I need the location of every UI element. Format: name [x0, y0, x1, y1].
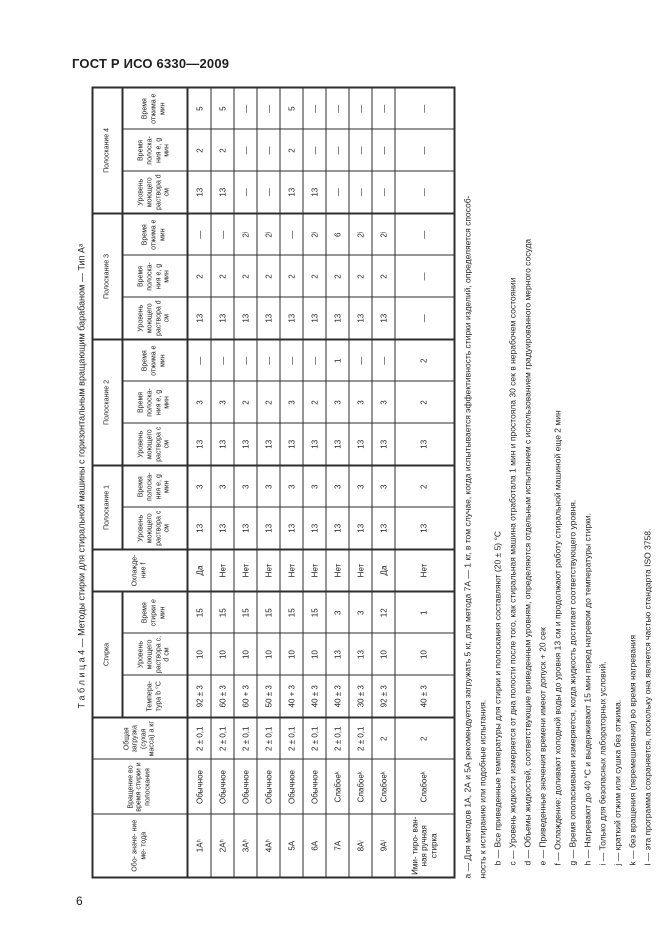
data-cell: — — [257, 171, 280, 213]
data-cell: 13 — [326, 297, 349, 339]
data-cell: 13 — [211, 507, 234, 549]
data-cell: 2 ± 0,1 — [187, 717, 211, 759]
data-cell: — — [257, 129, 280, 171]
table-row — [280, 87, 303, 877]
data-cell: 3 — [372, 465, 395, 507]
data-cell: Слабоеᵏ — [372, 759, 395, 814]
footnote-line: f — Охлаждение: доливают холодной воды до уровня 13 см и продолжают работу стиральной машиной еще 2 мин — [552, 409, 562, 865]
data-cell: Нет — [234, 549, 257, 591]
data-cell: 2 ± 0,1 — [234, 717, 257, 759]
data-cell: Обычное — [234, 759, 257, 814]
data-cell: — — [234, 339, 257, 381]
data-cell: 13 — [372, 423, 395, 465]
data-cell: 13 — [280, 171, 303, 213]
data-cell: 13 — [257, 297, 280, 339]
data-cell: 13 — [303, 423, 326, 465]
table-row — [349, 87, 372, 877]
data-cell: 2 — [395, 339, 455, 381]
data-cell: — — [211, 339, 234, 381]
data-cell: 13 — [211, 423, 234, 465]
data-cell: — — [395, 297, 455, 339]
method-designation: 9Аˡ — [372, 814, 395, 877]
data-cell: — — [280, 213, 303, 255]
data-cell: Нет — [211, 549, 234, 591]
method-designation: 6А — [303, 814, 326, 877]
data-cell: 2ʲ — [234, 213, 257, 255]
data-cell: 3 — [257, 465, 280, 507]
footnote-line: ность к истиранию или подобные испытания. — [477, 699, 487, 878]
data-cell: 6 — [326, 213, 349, 255]
data-cell: 13 — [326, 633, 349, 675]
data-cell: Нет — [349, 549, 372, 591]
method-designation: 1Аʰ — [187, 814, 211, 877]
header-subcell: Время стирки е мин — [122, 591, 187, 633]
method-designation: 8Аⁱ — [349, 814, 372, 877]
data-cell: — — [234, 171, 257, 213]
data-cell: — — [372, 129, 395, 171]
data-cell: 2 — [257, 255, 280, 297]
data-cell: 5 — [280, 87, 303, 129]
method-designation: 3Аʰ — [234, 814, 257, 877]
data-cell: 3 — [326, 381, 349, 423]
data-cell: 10 — [303, 633, 326, 675]
header-subcell: Уровень моющего раствора c, d см — [122, 633, 187, 675]
data-cell: 2 — [372, 255, 395, 297]
header-cell: Общая загрузка (сухая масса) а кг — [92, 717, 187, 759]
header-subcell: Уровень моющего раствора d см — [122, 297, 187, 339]
data-cell: 3 — [280, 381, 303, 423]
data-cell: 3 — [349, 381, 372, 423]
data-cell: 13 — [280, 297, 303, 339]
data-cell: 10 — [257, 633, 280, 675]
data-cell: 13 — [187, 423, 211, 465]
data-cell: 13 — [326, 507, 349, 549]
data-cell: 13 — [234, 507, 257, 549]
data-cell: 2 — [395, 465, 455, 507]
data-cell: 40 ± 3 — [395, 675, 455, 717]
data-cell: 2 — [303, 381, 326, 423]
table-row — [211, 87, 234, 877]
data-cell: 2 — [303, 255, 326, 297]
data-cell: 3 — [187, 465, 211, 507]
data-cell: 40 + 3 — [280, 675, 303, 717]
data-cell: 2 — [187, 255, 211, 297]
data-cell: Обычное — [187, 759, 211, 814]
header-subcell: Уровень моющего раствора с см — [122, 423, 187, 465]
header-cell: Охлажде- ние f — [92, 549, 187, 591]
data-cell: 3 — [326, 591, 349, 633]
header-subcell: Время полоска- ния е, g мин — [122, 465, 187, 507]
header-group-cell: Полоскание 4 — [92, 87, 122, 213]
data-cell: 2ʲ — [349, 213, 372, 255]
data-cell: 2 — [395, 717, 455, 759]
footnotes — [455, 88, 655, 878]
data-cell: 10 — [187, 633, 211, 675]
data-cell: 3 — [326, 465, 349, 507]
data-cell: — — [187, 339, 211, 381]
footnote-line: а — Для методов 1А, 2А и 5А рекомендуется загружать 5 кг, для метода 7А — 1 кг, в том случае, когда испытывается эффективность стирки изделий, определяется способ- — [462, 195, 472, 878]
footnote-line: i — Только для безопасных лабораторных условий. — [597, 661, 607, 865]
header-subcell: Темпера- тура b °С — [122, 675, 187, 717]
document-title: ГОСТ Р ИСО 6330—2009 — [72, 56, 230, 71]
table-row — [326, 87, 349, 877]
data-cell: — — [303, 87, 326, 129]
data-cell: Да — [372, 549, 395, 591]
data-cell: — — [326, 129, 349, 171]
data-cell: Обычное — [280, 759, 303, 814]
data-cell: 2ʲ — [257, 213, 280, 255]
footnote-line: l — эта программа сохраняется, поскольку она является частью стандарта ISO 3758. — [642, 528, 652, 865]
data-cell: 10 — [395, 633, 455, 675]
data-cell: Нет — [280, 549, 303, 591]
table-row — [234, 87, 257, 877]
data-cell: 13 — [234, 297, 257, 339]
data-cell: 30 ± 3 — [349, 675, 372, 717]
data-cell: Обычное — [211, 759, 234, 814]
data-cell: 50 ± 3 — [257, 675, 280, 717]
data-cell: — — [257, 87, 280, 129]
methods-table — [91, 86, 455, 878]
table-row — [257, 87, 280, 877]
method-designation: Ими- тиро- ван- ная ручная стирка — [395, 814, 455, 877]
data-cell: — — [349, 171, 372, 213]
data-cell: 15 — [280, 591, 303, 633]
data-cell: 15 — [211, 591, 234, 633]
data-cell: 2 — [211, 255, 234, 297]
data-cell: 15 — [303, 591, 326, 633]
data-cell: 2 ± 0,1 — [349, 717, 372, 759]
data-cell: 12 — [372, 591, 395, 633]
data-cell: 13 — [349, 297, 372, 339]
method-designation: 5А — [280, 814, 303, 877]
data-cell: 10 — [211, 633, 234, 675]
data-cell: 2 ± 0,1 — [257, 717, 280, 759]
rotated-table-block — [76, 88, 652, 878]
data-cell: 2 — [395, 381, 455, 423]
data-cell: 3 — [349, 465, 372, 507]
data-cell: — — [303, 339, 326, 381]
data-cell: 2 ± 0,1 — [303, 717, 326, 759]
data-cell: 3 — [303, 465, 326, 507]
header-group-cell: Стирка — [92, 591, 122, 717]
header-group-cell: Полоскание 3 — [92, 213, 122, 339]
data-cell: — — [349, 339, 372, 381]
data-cell: 13 — [349, 633, 372, 675]
data-cell: 13 — [303, 171, 326, 213]
data-cell: 2 — [234, 255, 257, 297]
data-cell: 1 — [326, 339, 349, 381]
header-subcell: Уровень моющего раствора d см — [122, 171, 187, 213]
data-cell: 13 — [187, 507, 211, 549]
data-cell: 15 — [187, 591, 211, 633]
data-cell: Нет — [303, 549, 326, 591]
page-number: 6 — [76, 894, 83, 908]
data-cell: Нет — [326, 549, 349, 591]
data-cell: 2 — [372, 717, 395, 759]
table-row — [395, 87, 455, 877]
footnote-line: d — Объемы жидкостей, соответствующие приведенным уровням, определяются отдельным испытанием с использованием градуированного мерного сосуда — [522, 238, 532, 865]
data-cell: 2 — [326, 255, 349, 297]
data-cell: Слабоеᵏ — [326, 759, 349, 814]
data-cell: — — [280, 339, 303, 381]
data-cell: 2 — [280, 129, 303, 171]
data-cell: — — [349, 87, 372, 129]
footnote-line: с — Уровень жидкости измеряется от дна полости после того, как стиральная машина отработала 1 мин и простояла 30 сек в нерабочем состоянии — [507, 277, 517, 865]
data-cell: 3 — [187, 381, 211, 423]
header-subcell: Время полоска- ния е, g мин — [122, 381, 187, 423]
data-cell: 13 — [395, 423, 455, 465]
data-cell: 40 ± 3 — [303, 675, 326, 717]
data-cell: 60 + 3 — [234, 675, 257, 717]
table-row — [187, 87, 211, 877]
header-subcell: Время полоска- ния е, g мин — [122, 255, 187, 297]
footnote-line: b — Все приведенные температуры для стирки и полоскания составляют (20 ± 5) °С — [492, 530, 502, 865]
data-cell: 15 — [257, 591, 280, 633]
data-cell: — — [326, 87, 349, 129]
data-cell: 2 — [234, 381, 257, 423]
data-cell: 3 — [234, 465, 257, 507]
data-cell: 2ʲ — [303, 213, 326, 255]
data-cell: 10 — [372, 633, 395, 675]
data-cell: — — [257, 339, 280, 381]
header-subcell: Уровень моющего раствора с см — [122, 507, 187, 549]
data-cell: 2ʲ — [372, 213, 395, 255]
data-cell: 13 — [257, 507, 280, 549]
data-cell: 3 — [211, 381, 234, 423]
data-cell: 92 ± 3 — [372, 675, 395, 717]
data-cell: — — [372, 87, 395, 129]
data-cell: Обычное — [257, 759, 280, 814]
data-cell: 13 — [395, 507, 455, 549]
data-cell: 60 ± 3 — [211, 675, 234, 717]
data-cell: 92 ± 3 — [187, 675, 211, 717]
data-cell: Нет — [257, 549, 280, 591]
data-cell: 40 ± 3 — [326, 675, 349, 717]
data-cell: 13 — [303, 297, 326, 339]
data-cell: 13 — [372, 297, 395, 339]
footnote-line: j — краткий отжим или сушка без отжима. — [612, 699, 622, 865]
data-cell: 3 — [349, 591, 372, 633]
method-designation: 2Аʰ — [211, 814, 234, 877]
data-cell: Слабоеᵏ — [395, 759, 455, 814]
data-cell: 2 — [257, 381, 280, 423]
data-cell: — — [211, 213, 234, 255]
footnote-line: е — Приведенные значения времени имеют допуск + 20 сек — [537, 626, 547, 865]
data-cell: 3 — [211, 465, 234, 507]
data-cell: 13 — [211, 171, 234, 213]
data-cell: 2 — [187, 129, 211, 171]
data-cell: 13 — [280, 423, 303, 465]
data-cell: 13 — [303, 507, 326, 549]
header-cell: Обо- значе- ние ме- тода — [92, 814, 187, 877]
table-row — [303, 87, 326, 877]
data-cell: — — [395, 213, 455, 255]
data-cell: 2 ± 0,1 — [211, 717, 234, 759]
data-cell: — — [234, 87, 257, 129]
data-cell: 5 — [211, 87, 234, 129]
data-cell: 13 — [211, 297, 234, 339]
method-designation: 7А — [326, 814, 349, 877]
data-cell: 5 — [187, 87, 211, 129]
data-cell: — — [395, 255, 455, 297]
data-cell: 3 — [280, 465, 303, 507]
footnote-line: h — Нагревают до 40 °С и выдерживают 15 мин перед нагревом до температуры стирки. — [582, 512, 592, 865]
data-cell: — — [234, 129, 257, 171]
data-cell: 3 — [372, 381, 395, 423]
data-cell: 13 — [187, 297, 211, 339]
data-cell: 2 ± 0,1 — [326, 717, 349, 759]
table-caption: Т а б л и ц а 4 — Методы стирки для стиральной машины с горизонтальным вращающим барабаном — Тип Аᵃ — [76, 243, 86, 708]
header-subcell: Время отжима е мин — [122, 213, 187, 255]
data-cell: — — [395, 171, 455, 213]
header-group-cell: Полоскание 2 — [92, 339, 122, 465]
data-cell: 13 — [257, 423, 280, 465]
footnote-line: g — Время ополаскивания измеряется, когда жидкость достигает соответствующего уровня. — [567, 499, 577, 865]
data-cell: 13 — [280, 507, 303, 549]
data-cell: 2 — [211, 129, 234, 171]
method-designation: 4Аʰ — [257, 814, 280, 877]
data-cell: — — [326, 171, 349, 213]
data-cell: — — [303, 129, 326, 171]
data-cell: — — [187, 213, 211, 255]
table-row — [372, 87, 395, 877]
data-cell: 2 ± 0,1 — [280, 717, 303, 759]
header-group-cell: Полоскание 1 — [92, 465, 122, 549]
data-cell: — — [395, 87, 455, 129]
data-cell: Нет — [395, 549, 455, 591]
footnote-line: k — без вращения (перемешивания) во время нагревания — [627, 634, 637, 865]
data-cell: 13 — [234, 423, 257, 465]
data-cell: 13 — [372, 507, 395, 549]
header-subcell: Время отжима е мин — [122, 87, 187, 129]
data-cell: 2 — [349, 255, 372, 297]
data-cell: — — [395, 129, 455, 171]
data-cell: Слабоеᵏ — [349, 759, 372, 814]
data-cell: 13 — [349, 507, 372, 549]
header-subcell: Время полоска- ния е, g мин — [122, 129, 187, 171]
data-cell: 15 — [234, 591, 257, 633]
data-cell: 1 — [395, 591, 455, 633]
data-cell: — — [372, 171, 395, 213]
data-cell: Обычное — [303, 759, 326, 814]
data-cell: Да — [187, 549, 211, 591]
data-cell: 10 — [280, 633, 303, 675]
data-cell: 13 — [187, 171, 211, 213]
data-cell: 13 — [326, 423, 349, 465]
data-cell: 13 — [349, 423, 372, 465]
data-cell: — — [349, 129, 372, 171]
header-cell: Вращение во время стирки и полоскания — [92, 759, 187, 814]
data-cell: — — [372, 339, 395, 381]
header-subcell: Время отжима е мин — [122, 339, 187, 381]
data-cell: 10 — [234, 633, 257, 675]
data-cell: 2 — [280, 255, 303, 297]
